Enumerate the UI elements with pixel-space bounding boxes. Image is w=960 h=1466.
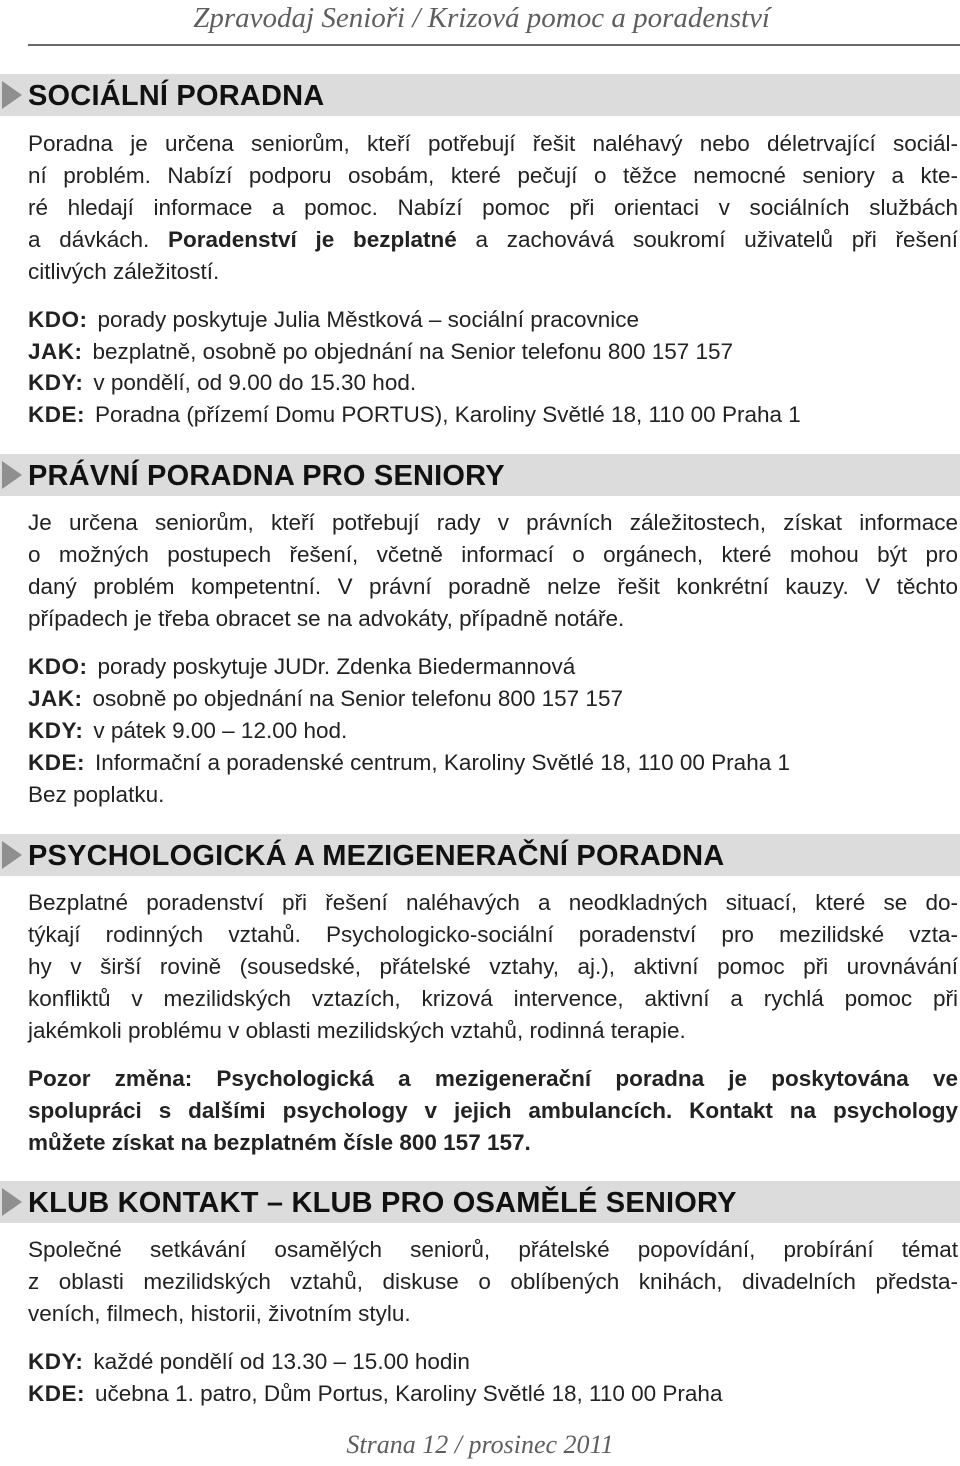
paragraph-line: Bezplatné poradenství při řešení naléhavých a neodkladných situací, které se do-	[28, 890, 958, 915]
arrow-icon	[2, 461, 22, 489]
paragraph-line: z oblasti mezilidských vztahů, diskuse o oblíbených knihách, divadelních předsta-	[28, 1269, 958, 1294]
info-key: KDE:	[28, 1381, 85, 1406]
info-value: osobně po objednání na Senior telefonu 800 157 157	[92, 686, 623, 711]
section-heading-bar	[0, 834, 960, 876]
paragraph-line: Je určena seniorům, kteří potřebují rady v právních záležitostech, získat informace	[28, 510, 958, 535]
paragraph-line: daný problém kompetentní. V právní poradně nelze řešit konkrétní kauzy. V těchto	[28, 574, 958, 599]
info-key: KDO:	[28, 654, 88, 679]
info-row	[28, 336, 733, 368]
running-header	[0, 0, 960, 46]
info-key: KDY:	[28, 718, 84, 743]
info-key: KDE:	[28, 750, 85, 775]
note: Bez poplatku.	[28, 782, 165, 807]
header-rule	[28, 44, 960, 46]
arrow-icon	[2, 841, 22, 869]
arrow-icon	[2, 1188, 22, 1216]
notice-line: můžete získat na bezplatném čísle 800 157 157.	[28, 1130, 531, 1155]
section-heading-bar	[0, 1181, 960, 1223]
section-heading: KLUB KONTAKT – KLUB PRO OSAMĚLÉ SENIORY	[28, 1187, 737, 1219]
paragraph-line: Poradna je určena seniorům, kteří potřebují řešit naléhavý nebo déletrvající sociál-	[28, 131, 958, 156]
bold-text-run: Poradenství je bezplatné	[168, 227, 457, 252]
paragraph-line: veních, filmech, historii, životním stylu.	[28, 1301, 411, 1326]
section-heading-bar	[0, 74, 960, 116]
info-key: KDY:	[28, 370, 84, 395]
text-run: a dávkách.	[28, 227, 168, 252]
paragraph-line: případech je třeba obracet se na advokáty, případně notáře.	[28, 606, 625, 631]
section-heading-bar	[0, 454, 960, 496]
section-heading: SOCIÁLNÍ PORADNA	[28, 80, 325, 112]
info-row	[28, 1346, 470, 1378]
info-key: KDY:	[28, 1349, 84, 1374]
info-value: Informační a poradenské centrum, Karoliny Světlé 18, 110 00 Praha 1	[95, 750, 790, 775]
paragraph-line: o možných postupech řešení, včetně informací o orgánech, které mohou být pro	[28, 542, 958, 567]
info-key: JAK:	[28, 686, 83, 711]
paragraph-line	[28, 224, 958, 256]
arrow-icon	[2, 81, 22, 109]
section-heading: PRÁVNÍ PORADNA PRO SENIORY	[28, 460, 505, 492]
notice-line: Pozor změna: Psychologická a mezigenerační poradna je poskytována ve	[28, 1066, 958, 1091]
info-row	[28, 747, 790, 779]
info-row	[28, 367, 416, 399]
info-value: porady poskytuje Julia Městková – sociální pracovnice	[97, 307, 640, 332]
info-value: porady poskytuje JUDr. Zdenka Biedermannová	[97, 654, 576, 679]
info-key: JAK:	[28, 339, 83, 364]
info-value: v pátek 9.00 – 12.00 hod.	[93, 718, 348, 743]
info-row	[28, 1378, 722, 1410]
paragraph-line: ní problém. Nabízí podporu osobám, které pečují o těžce nemocné seniory a kte-	[28, 163, 958, 188]
notice-line: spolupráci s dalšími psychology v jejich ambulancích. Kontakt na psychology	[28, 1098, 958, 1123]
info-row	[28, 683, 623, 715]
info-row	[28, 715, 347, 747]
info-value: v pondělí, od 9.00 do 15.30 hod.	[93, 370, 417, 395]
text-run: a zachovává soukromí uživatelů při řešení	[456, 227, 958, 252]
page-footer: Strana 12 / prosinec 2011	[346, 1430, 614, 1459]
info-row	[28, 304, 639, 336]
publication-title: Zpravodaj Senioři / Krizová pomoc a poradenství	[193, 2, 770, 34]
paragraph-line: jakémkoli problému v oblasti mezilidských vztahů, rodinná terapie.	[28, 1018, 686, 1043]
info-key: KDO:	[28, 307, 88, 332]
section-heading: PSYCHOLOGICKÁ A MEZIGENERAČNÍ PORADNA	[28, 840, 725, 872]
info-row	[28, 399, 801, 431]
paragraph-line: týkají rodinných vztahů. Psychologicko-sociální poradenství pro mezilidské vzta-	[28, 922, 958, 947]
paragraph-line: hy v širší rovině (sousedské, přátelské vztahy, aj.), aktivní pomoc při urovnávání	[28, 954, 958, 979]
info-value: každé pondělí od 13.30 – 15.00 hodin	[93, 1349, 470, 1374]
info-value: učebna 1. patro, Dům Portus, Karoliny Světlé 18, 110 00 Praha	[95, 1381, 723, 1406]
info-value: bezplatně, osobně po objednání na Senior telefonu 800 157 157	[92, 339, 734, 364]
paragraph-line: ré hledají informace a pomoc. Nabízí pomoc při orientaci v sociálních službách	[28, 195, 958, 220]
info-value: Poradna (přízemí Domu PORTUS), Karoliny Světlé 18, 110 00 Praha 1	[95, 402, 801, 427]
paragraph-line: citlivých záležitostí.	[28, 259, 220, 284]
paragraph-line: Společné setkávání osamělých seniorů, přátelské popovídání, probírání témat	[28, 1237, 958, 1262]
info-row	[28, 651, 575, 683]
paragraph-line: konfliktů v mezilidských vztazích, krizová intervence, aktivní a rychlá pomoc při	[28, 986, 958, 1011]
info-key: KDE:	[28, 402, 85, 427]
